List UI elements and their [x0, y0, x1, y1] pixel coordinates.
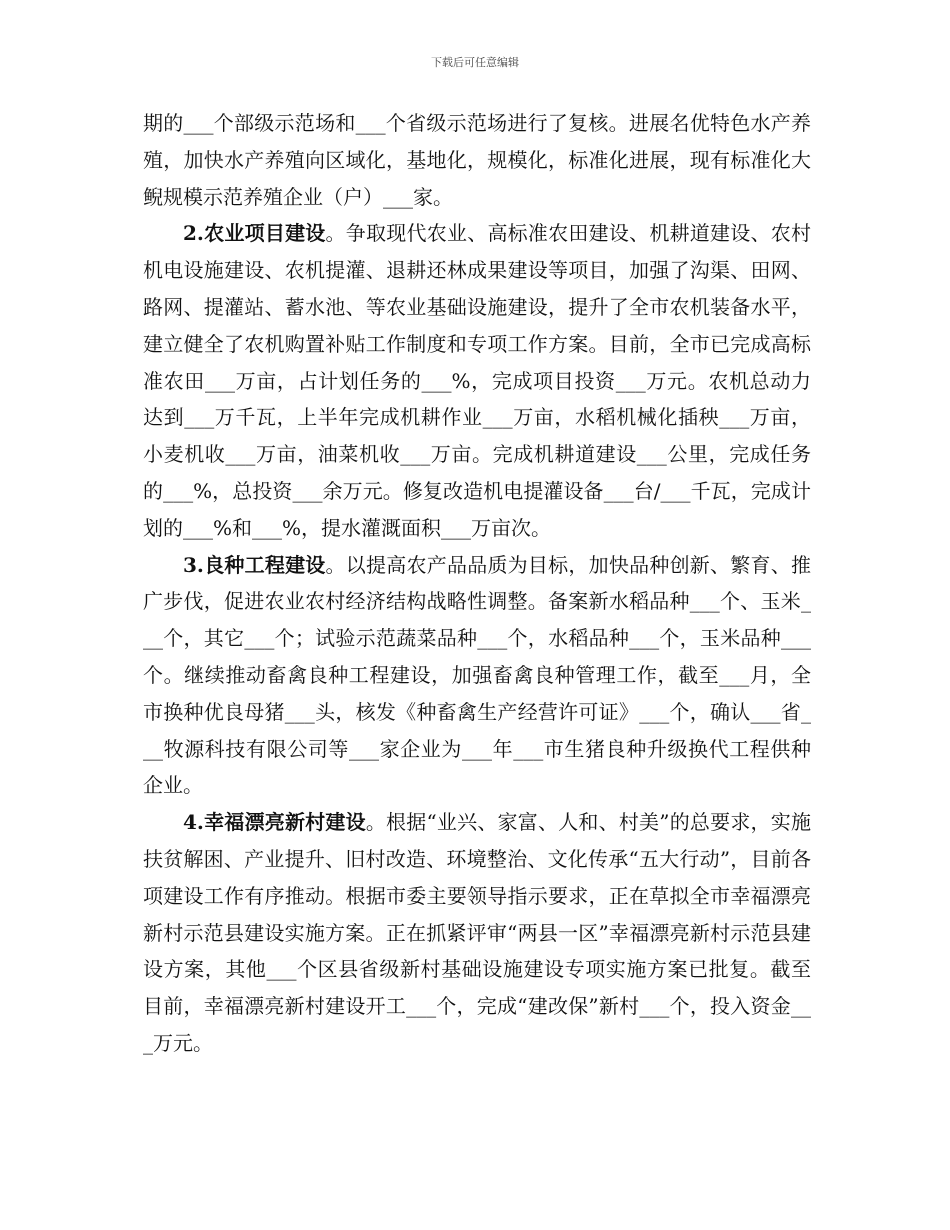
- paragraph-text: 。根据“业兴、家富、人和、村美”的总要求，实施扶贫解困、产业提升、旧村改造、环境整治、文化传承“五大行动”，目前各项建设工作有序推动。根据市委主要领导指示要求，正在草拟全市幸福漂亮新村示范县建设实施方案。正在抓紧评审“两县一区”幸福漂亮新村示范县建设方案，其他___个区县省级新村基础设施建设专项实施方案已批复。截至目前，幸福漂亮新村建设开工___个，完成“建改保”新村___个，投入资金___万元。: [143, 810, 811, 1055]
- section-heading: 3.良种工程建设: [183, 552, 326, 577]
- section-heading: 2.农业项目建设: [183, 221, 326, 246]
- page-header: 下载后可任意编辑: [431, 56, 519, 69]
- paragraph-agri-projects: [143, 215, 811, 546]
- paragraph-new-village: [143, 804, 811, 1062]
- document-body: [143, 105, 811, 1062]
- paragraph-seed-engineering: [143, 547, 811, 805]
- paragraph-continuation: [143, 105, 811, 215]
- paragraph-text: 。以提高农产品品质为目标，加快品种创新、繁育、推广步伐，促进农业农村经济结构战略性调整。备案新水稻品种___个、玉米___个，其它___个；试验示范蔬菜品种___个，水稻品种___个，玉米品种___个。继续推动畜禽良种工程建设，加强畜禽良种管理工作，截至___月，全市换种优良母猪___头，核发《种畜禽生产经营许可证》___个，确认___省___牧源科技有限公司等___家企业为___年___市生猪良种升级换代工程供种企业。: [143, 552, 811, 798]
- paragraph-text: 期的___个部级示范场和___个省级示范场进行了复核。进展名优特色水产养殖，加快水产养殖向区域化，基地化，规模化，标准化进展，现有标准化大鲵规模示范养殖企业（户）___家。: [143, 111, 811, 209]
- paragraph-text: 。争取现代农业、高标准农田建设、机耕道建设、农村机电设施建设、农机提灌、退耕还林成果建设等项目，加强了沟渠、田网、路网、提灌站、蓄水池、等农业基础设施建设，提升了全市农机装备水平，建立健全了农机购置补贴工作制度和专项工作方案。目前，全市已完成高标准农田___万亩，占计划任务的___%，完成项目投资___万元。农机总动力达到___万千瓦，上半年完成机耕作业___万亩，水稻机械化插秧___万亩，小麦机收___万亩，油菜机收___万亩。完成机耕道建设___公里，完成任务的___%，总投资___余万元。修复改造机电提灌设备___台/___千瓦，完成计划的___%和___%，提水灌溉面积___万亩次。: [143, 221, 811, 540]
- section-heading: 4.幸福漂亮新村建设: [183, 810, 366, 835]
